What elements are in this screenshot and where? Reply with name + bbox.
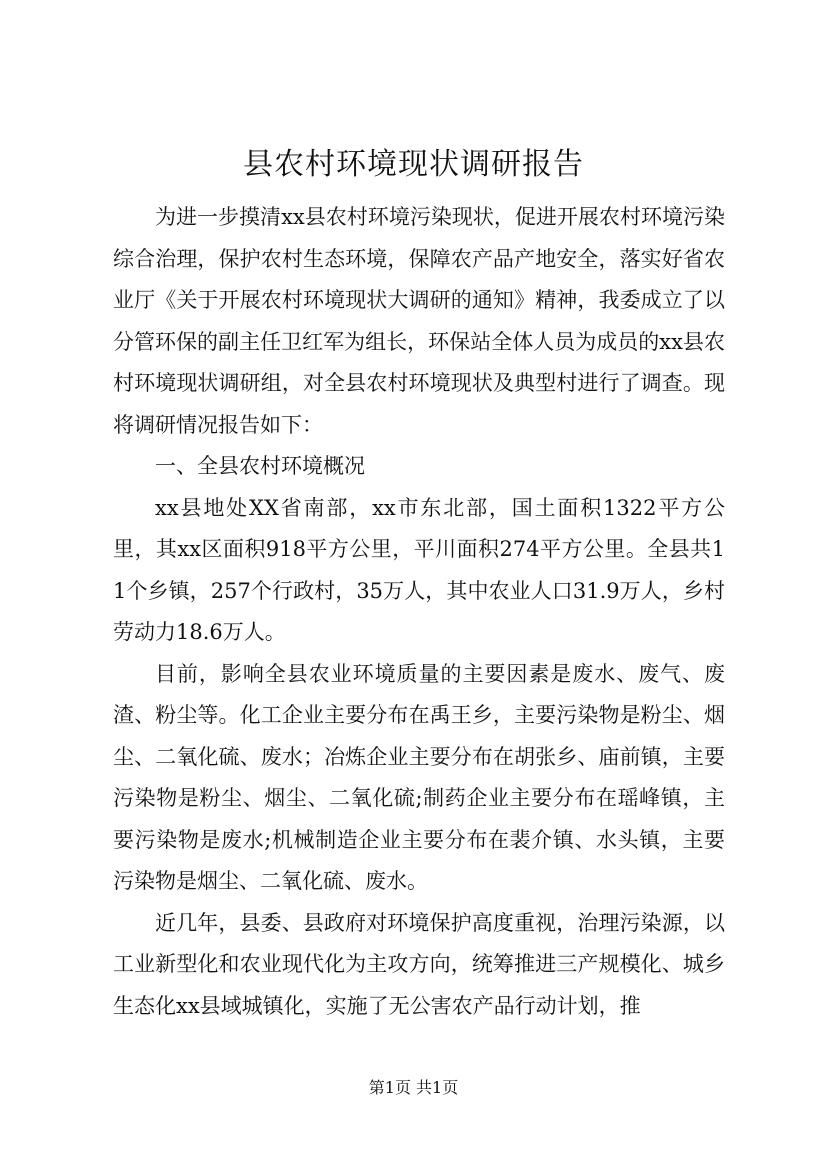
page-footer: 第1页 共1页 [368, 1078, 459, 1097]
document-title: 县农村环境现状调研报告 [243, 147, 584, 182]
paragraph-recent-years: 近几年，县委、县政府对环境保护高度重视，治理污染源，以工业新型化和农业现代化为主攻方向，统筹推进三产规模化、城乡生态化xx县域城镇化，实施了无公害农产品行动计划，推 [113, 910, 725, 1018]
paragraph-intro: 为进一步摸清xx县农村环境污染现状，促进开展农村环境污染综合治理，保护农村生态环境，保障农产品产地安全，落实好省农业厅《关于开展农村环境现状大调研的通知》精神，我委成立了以分管环保的副主任卫红军为组长，环保站全体人员为成员的xx县农村环境现状调研组，对全县农村环境现状及典型村进行了调查。现将调研情况报告如下： [113, 205, 725, 437]
document-body [113, 197, 725, 1027]
paragraph-overview: xx县地处XX省南部，xx市东北部，国土面积1322平方公里，其xx区面积918平方公里，平川面积274平方公里。全县共11个乡镇，257个行政村，35万人，其中农业人口31.9万人，乡村劳动力18.6万人。 [113, 495, 725, 644]
section-heading: 一、全县农村环境概况 [155, 454, 365, 478]
paragraph-pollution-factors: 目前，影响全县农业环境质量的主要因素是废水、废气、废渣、粉尘等。化工企业主要分布在禹王乡，主要污染物是粉尘、烟尘、二氧化硫、废水；冶炼企业主要分布在胡张乡、庙前镇，主要污染物是粉尘、烟尘、二氧化硫;制药企业主要分布在瑶峰镇，主要污染物是废水;机械制造企业主要分布在裴介镇、水头镇，主要污染物是烟尘、二氧化硫、废水。 [113, 661, 725, 893]
